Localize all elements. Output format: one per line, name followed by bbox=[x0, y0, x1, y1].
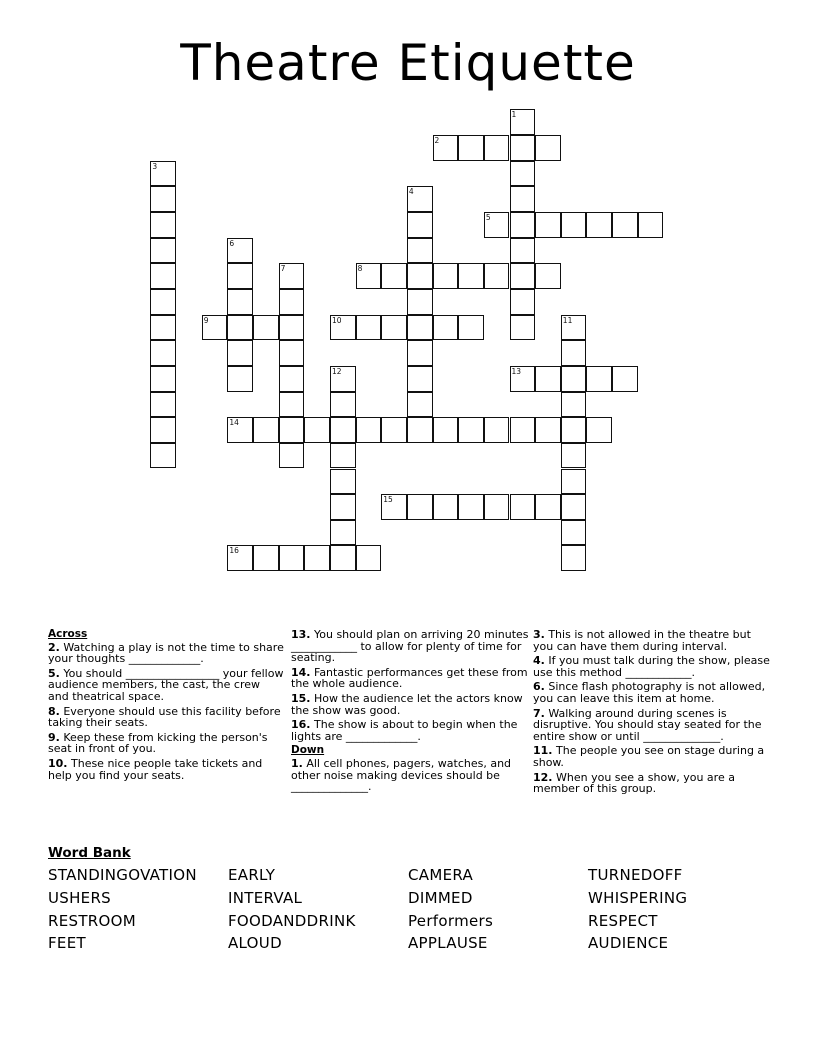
crossword-cell[interactable] bbox=[407, 340, 433, 366]
crossword-cell[interactable] bbox=[330, 494, 356, 520]
word-bank-item: FOODANDDRINK bbox=[228, 912, 356, 930]
crossword-cell[interactable] bbox=[510, 238, 536, 264]
crossword-cell[interactable] bbox=[535, 135, 561, 161]
crossword-cell[interactable] bbox=[150, 238, 176, 264]
crossword-cell[interactable] bbox=[407, 366, 433, 392]
clue-number: 15 bbox=[383, 495, 393, 505]
crossword-cell[interactable] bbox=[586, 366, 612, 392]
clue-number: 12 bbox=[331, 366, 342, 376]
crossword-cell[interactable] bbox=[150, 289, 176, 315]
word-bank-item: TURNEDOFF bbox=[588, 866, 683, 884]
crossword-cell[interactable] bbox=[279, 443, 305, 469]
across-heading: Across bbox=[48, 628, 88, 640]
word-bank-item: DIMMED bbox=[408, 889, 473, 907]
crossword-cell[interactable] bbox=[150, 161, 176, 187]
crossword-cell[interactable] bbox=[561, 494, 587, 520]
clue-number: 2 bbox=[434, 136, 440, 146]
crossword-cell[interactable] bbox=[433, 315, 459, 341]
crossword-cell[interactable] bbox=[561, 212, 587, 238]
crossword-cell[interactable] bbox=[227, 238, 253, 264]
word-bank-item: RESPECT bbox=[588, 912, 658, 930]
word-bank-title: Word Bank bbox=[48, 845, 131, 861]
crossword-cell[interactable] bbox=[433, 263, 459, 289]
clue-down-7: 7. Walking around during scenes is disruptive. You should stay seated for the entire show or until ______________. bbox=[533, 706, 762, 743]
clue-across-5: 5. You should _________________ your fellow audience members, the cast, the crew and theatrical space. bbox=[48, 666, 284, 703]
crossword-cell[interactable] bbox=[279, 392, 305, 418]
word-bank-item: USHERS bbox=[48, 889, 112, 907]
word-bank-item: Performers bbox=[408, 912, 494, 930]
crossword-cell[interactable] bbox=[510, 366, 536, 392]
crossword-cell[interactable] bbox=[458, 494, 484, 520]
clue-number: 16 bbox=[229, 546, 239, 556]
clue-down-6: 6. Since flash photography is not allowed, you can leave this item at home. bbox=[533, 680, 766, 705]
crossword-cell[interactable] bbox=[356, 263, 382, 289]
crossword-cell[interactable] bbox=[510, 212, 536, 238]
word-bank-item: FEET bbox=[48, 934, 86, 952]
crossword-cell[interactable] bbox=[279, 417, 305, 443]
crossword-cell[interactable] bbox=[561, 340, 587, 366]
clue-down-1: 1. All cell phones, pagers, watches, and other noise making devices should be ______________. bbox=[291, 756, 512, 794]
crossword-cell[interactable] bbox=[561, 392, 587, 418]
clue-across-14: 14. Fantastic performances get these from the whole audience. bbox=[291, 665, 528, 691]
crossword-cell[interactable] bbox=[561, 469, 587, 495]
clue-number: 6 bbox=[229, 238, 235, 248]
crossword-cell[interactable] bbox=[227, 315, 253, 341]
crossword-cell[interactable] bbox=[202, 315, 228, 341]
word-bank-item: INTERVAL bbox=[228, 889, 303, 907]
crossword-cell[interactable] bbox=[510, 263, 536, 289]
word-bank-item: WHISPERING bbox=[588, 889, 688, 907]
clue-number: 3 bbox=[152, 161, 158, 171]
clue-across-8: 8. Everyone should use this facility before taking their seats. bbox=[48, 704, 281, 730]
crossword-cell[interactable] bbox=[561, 520, 587, 546]
crossword-cell[interactable] bbox=[150, 417, 176, 443]
word-bank-item: STANDINGOVATION bbox=[48, 866, 197, 884]
crossword-cell[interactable] bbox=[381, 315, 407, 341]
crossword-cell[interactable] bbox=[535, 494, 561, 520]
clue-number: 14 bbox=[229, 418, 239, 428]
crossword-cell[interactable] bbox=[458, 263, 484, 289]
crossword-cell[interactable] bbox=[356, 315, 382, 341]
clue-number: 9 bbox=[203, 315, 209, 325]
crossword-cell[interactable] bbox=[484, 135, 510, 161]
crossword-cell[interactable] bbox=[279, 366, 305, 392]
crossword-cell[interactable] bbox=[458, 417, 484, 443]
clues-column-1 bbox=[48, 629, 284, 784]
clue-down-11: 11. The people you see on stage during a show. bbox=[533, 744, 765, 769]
clue-number: 8 bbox=[357, 264, 363, 274]
crossword-cell[interactable] bbox=[586, 417, 612, 443]
down-heading: Down bbox=[291, 744, 325, 757]
crossword-cell[interactable] bbox=[510, 417, 536, 443]
crossword-cell[interactable] bbox=[510, 289, 536, 315]
word-bank-item: APPLAUSE bbox=[408, 934, 488, 952]
crossword-cell[interactable] bbox=[330, 315, 356, 341]
word-bank-item: CAMERA bbox=[408, 866, 474, 884]
crossword-cell[interactable] bbox=[253, 315, 279, 341]
crossword-cell[interactable] bbox=[227, 545, 253, 571]
crossword-cell[interactable] bbox=[330, 366, 356, 392]
crossword-cell[interactable] bbox=[484, 212, 510, 238]
crossword-cell[interactable] bbox=[330, 417, 356, 443]
clue-across-10: 10. These nice people take tickets and help you find your seats. bbox=[48, 756, 263, 782]
crossword-cell[interactable] bbox=[433, 417, 459, 443]
crossword-cell[interactable] bbox=[381, 263, 407, 289]
crossword-cell[interactable] bbox=[279, 315, 305, 341]
crossword-cell[interactable] bbox=[407, 263, 433, 289]
crossword-cell[interactable] bbox=[227, 263, 253, 289]
crossword-cell[interactable] bbox=[253, 417, 279, 443]
crossword-cell[interactable] bbox=[150, 443, 176, 469]
crossword-cell[interactable] bbox=[561, 417, 587, 443]
crossword-cell[interactable] bbox=[227, 340, 253, 366]
crossword-cell[interactable] bbox=[330, 545, 356, 571]
clue-number: 5 bbox=[485, 213, 491, 222]
crossword-cell[interactable] bbox=[150, 340, 176, 366]
clues-column-3 bbox=[533, 629, 773, 798]
crossword-cell[interactable] bbox=[484, 417, 510, 443]
crossword-cell[interactable] bbox=[330, 392, 356, 418]
word-bank-item: EARLY bbox=[228, 866, 276, 884]
crossword-cell[interactable] bbox=[407, 186, 433, 212]
clue-across-2: 2. Watching a play is not the time to share your thoughts _____________. bbox=[48, 640, 284, 666]
clue-across-16: 16. The show is about to begin when the lights are _____________. bbox=[291, 718, 518, 743]
crossword-cell[interactable] bbox=[279, 545, 305, 571]
crossword-cell[interactable] bbox=[638, 212, 664, 238]
clue-across-15: 15. How the audience let the actors know the show was good. bbox=[291, 691, 523, 717]
crossword-cell[interactable] bbox=[150, 212, 176, 238]
crossword-cell[interactable] bbox=[150, 263, 176, 289]
crossword-cell[interactable] bbox=[535, 263, 561, 289]
crossword-cell[interactable] bbox=[535, 417, 561, 443]
crossword-cell[interactable] bbox=[407, 392, 433, 418]
clue-number: 13 bbox=[511, 366, 522, 376]
crossword-cell[interactable] bbox=[484, 263, 510, 289]
crossword-cell[interactable] bbox=[407, 289, 433, 315]
crossword-cell[interactable] bbox=[304, 545, 330, 571]
clue-number: 1 bbox=[511, 110, 517, 120]
crossword-cell[interactable] bbox=[407, 315, 433, 341]
crossword-cell[interactable] bbox=[561, 545, 587, 571]
clue-down-12: 12. When you see a show, you are a member of this group. bbox=[533, 770, 735, 796]
crossword-cell[interactable] bbox=[330, 443, 356, 469]
crossword-cell[interactable] bbox=[561, 443, 587, 469]
crossword-cell[interactable] bbox=[227, 417, 253, 443]
page-title: Theatre Etiquette bbox=[180, 34, 636, 92]
crossword-cell[interactable] bbox=[150, 366, 176, 392]
clue-number: 4 bbox=[408, 187, 414, 197]
crossword-cell[interactable] bbox=[510, 135, 536, 161]
word-bank-item: AUDIENCE bbox=[588, 934, 669, 952]
crossword-cell[interactable] bbox=[150, 186, 176, 212]
crossword-cell[interactable] bbox=[561, 366, 587, 392]
crossword-cell[interactable] bbox=[433, 494, 459, 520]
crossword-cell[interactable] bbox=[279, 340, 305, 366]
crossword-cell[interactable] bbox=[356, 545, 382, 571]
word-bank-item: RESTROOM bbox=[48, 912, 136, 930]
crossword-cell[interactable] bbox=[612, 366, 638, 392]
crossword-cell[interactable] bbox=[586, 212, 612, 238]
crossword-cell[interactable] bbox=[150, 315, 176, 341]
crossword-cell[interactable] bbox=[458, 135, 484, 161]
crossword-cell[interactable] bbox=[433, 135, 459, 161]
clue-number: 7 bbox=[280, 264, 286, 274]
crossword-cell[interactable] bbox=[510, 186, 536, 212]
crossword-cell[interactable] bbox=[407, 212, 433, 238]
crossword-cell[interactable] bbox=[227, 366, 253, 392]
clue-across-13: 13. You should plan on arriving 20 minutes ____________ to allow for plenty of time for seating. bbox=[291, 628, 529, 665]
crossword-cell[interactable] bbox=[407, 494, 433, 520]
word-bank-item: ALOUD bbox=[228, 934, 282, 952]
crossword-cell[interactable] bbox=[330, 469, 356, 495]
crossword-cell[interactable] bbox=[279, 289, 305, 315]
clue-number: 10 bbox=[331, 315, 342, 325]
crossword-cell[interactable] bbox=[150, 392, 176, 418]
crossword-cell[interactable] bbox=[304, 417, 330, 443]
crossword-cell[interactable] bbox=[510, 494, 536, 520]
crossword-cell[interactable] bbox=[535, 212, 561, 238]
crossword-cell[interactable] bbox=[484, 494, 510, 520]
crossword-cell[interactable] bbox=[407, 238, 433, 264]
crossword-cell[interactable] bbox=[535, 366, 561, 392]
crossword-cell[interactable] bbox=[561, 315, 587, 341]
clue-across-9: 9. Keep these from kicking the person's seat in front of you. bbox=[48, 730, 268, 756]
crossword-cell[interactable] bbox=[407, 417, 433, 443]
crossword-cell[interactable] bbox=[510, 315, 536, 341]
crossword-cell[interactable] bbox=[510, 161, 536, 187]
clue-down-3: 3. This is not allowed in the theatre but you can have them during interval. bbox=[533, 628, 751, 653]
clue-number: 11 bbox=[562, 315, 573, 325]
crossword-cell[interactable] bbox=[381, 417, 407, 443]
crossword-cell[interactable] bbox=[612, 212, 638, 238]
crossword-cell[interactable] bbox=[381, 494, 407, 520]
crossword-cell[interactable] bbox=[458, 315, 484, 341]
crossword-cell[interactable] bbox=[330, 520, 356, 546]
clue-down-4: 4. If you must talk during the show, please use this method ____________. bbox=[533, 654, 770, 679]
crossword-cell[interactable] bbox=[356, 417, 382, 443]
crossword-cell[interactable] bbox=[279, 263, 305, 289]
crossword-cell[interactable] bbox=[227, 289, 253, 315]
crossword-cell[interactable] bbox=[510, 109, 536, 135]
clues-column-2 bbox=[291, 629, 531, 796]
crossword-cell[interactable] bbox=[253, 545, 279, 571]
